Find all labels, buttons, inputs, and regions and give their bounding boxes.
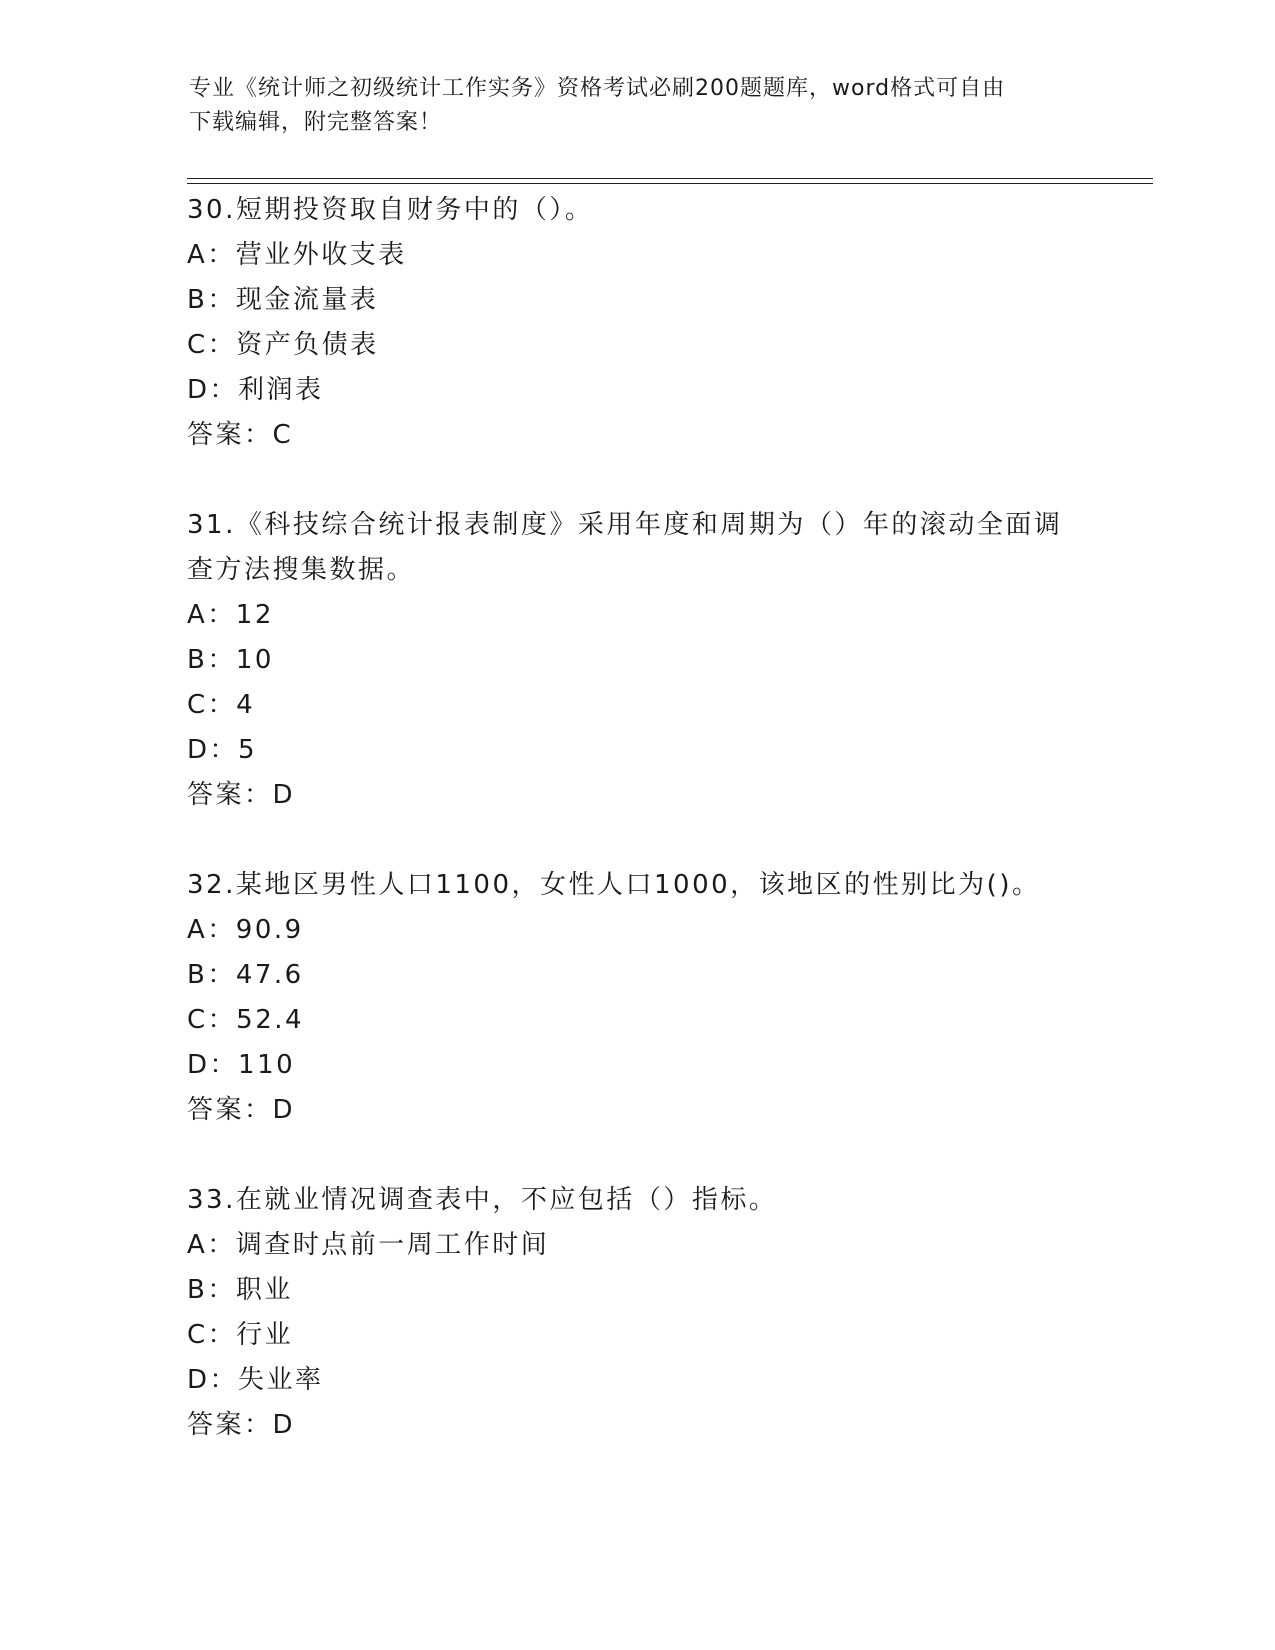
answer: 答案：D	[187, 780, 296, 810]
option-c: C：行业	[187, 1320, 294, 1350]
option-b: B：现金流量表	[187, 285, 379, 315]
option-a: A：90.9	[187, 915, 304, 945]
option-a: A：调查时点前一周工作时间	[187, 1230, 550, 1260]
question-stem: 32.某地区男性人口1100，女性人口1000，该地区的性别比为()。	[187, 870, 1041, 900]
answer: 答案：C	[187, 420, 294, 450]
option-d: D：5	[187, 735, 258, 765]
option-a: A：营业外收支表	[187, 240, 407, 270]
question-31	[187, 503, 1087, 818]
option-d: D：110	[187, 1050, 296, 1080]
question-spacer	[187, 818, 1087, 863]
question-32	[187, 863, 1087, 1133]
question-spacer	[187, 458, 1087, 503]
option-b: B：10	[187, 645, 274, 675]
option-d: D：利润表	[187, 375, 324, 405]
header-line-1: 专业《统计师之初级统计工作实务》资格考试必刷200题题库，word格式可自由	[189, 76, 1006, 101]
header-line-2: 下载编辑，附完整答案！	[189, 110, 443, 135]
question-stem-line-1: 31.《科技综合统计报表制度》采用年度和周期为（）年的滚动全面调	[187, 510, 1063, 540]
option-c: C：4	[187, 690, 256, 720]
option-c: C：资产负债表	[187, 330, 379, 360]
question-30	[187, 188, 1087, 458]
option-a: A：12	[187, 600, 274, 630]
question-33	[187, 1178, 1087, 1448]
option-d: D：失业率	[187, 1365, 324, 1395]
question-stem-line-2: 查方法搜集数据。	[187, 555, 416, 585]
answer: 答案：D	[187, 1095, 296, 1125]
question-spacer	[187, 1133, 1087, 1178]
option-b: B：职业	[187, 1275, 293, 1305]
document-header	[189, 72, 1089, 140]
option-b: B：47.6	[187, 960, 304, 990]
option-c: C：52.4	[187, 1005, 305, 1035]
answer: 答案：D	[187, 1410, 296, 1440]
header-divider	[187, 178, 1153, 184]
question-stem: 30.短期投资取自财务中的（）。	[187, 195, 594, 225]
question-stem: 33.在就业情况调查表中，不应包括（）指标。	[187, 1185, 778, 1215]
question-list	[187, 188, 1087, 1448]
